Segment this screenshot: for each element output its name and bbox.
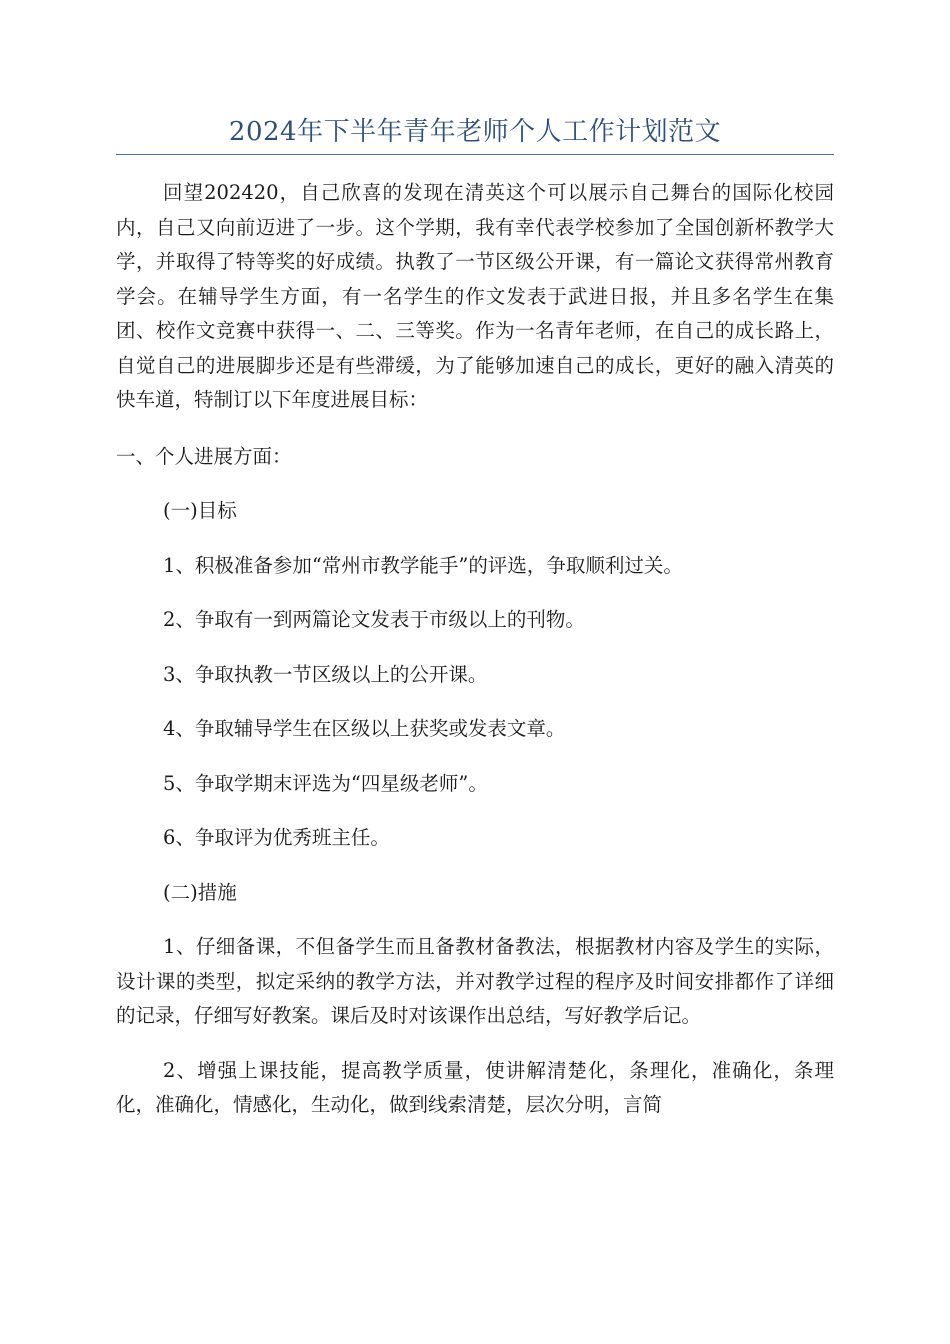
- document-body: [116, 176, 834, 1123]
- intro-paragraph: 回望202420，自己欣喜的发现在清英这个可以展示自己舞台的国际化校园内，自己又向前迈进了一步。这个学期，我有幸代表学校参加了全国创新杯教学大学，并取得了特等奖的好成绩。执教了一节区级公开课，有一篇论文获得常州教育学会。在辅导学生方面，有一名学生的作文发表于武进日报，并且多名学生在集团、校作文竞赛中获得一、二、三等奖。作为一名青年老师，在自己的成长路上，自觉自己的进展脚步还是有些滞缓，为了能够加速自己的成长，更好的融入清英的快车道，特制订以下年度进展目标：: [116, 181, 834, 411]
- measure-item: 2、增强上课技能，提高教学质量，使讲解清楚化，条理化，准确化，条理化，准确化，情感化，生动化，做到线索清楚，层次分明，言简: [116, 1058, 834, 1116]
- goal-item: 4、争取辅导学生在区级以上获奖或发表文章。: [163, 717, 566, 740]
- subsection-heading-goals: (一)目标: [163, 499, 237, 522]
- document-title: 2024年下半年青年老师个人工作计划范文: [228, 117, 722, 147]
- measure-item: 1、仔细备课，不但备学生而且备教材备教法，根据教材内容及学生的实际，设计课的类型，拟定采纳的教学方法，并对教学过程的程序及时间安排都作了详细的记录，仔细写好教案。课后及时对该课作出总结，写好教学后记。: [116, 935, 834, 1027]
- goal-item: 2、争取有一到两篇论文发表于市级以上的刊物。: [163, 608, 585, 631]
- goal-item: 1、积极准备参加“常州市教学能手”的评选，争取顺利过关。: [163, 553, 683, 577]
- section-heading: 一、个人进展方面：: [116, 444, 292, 468]
- goal-item: 6、争取评为优秀班主任。: [163, 826, 390, 849]
- subsection-heading-measures: (二)措施: [163, 880, 237, 904]
- goal-item: 3、争取执教一节区级以上的公开课。: [163, 662, 488, 686]
- title-underline: [116, 154, 834, 155]
- goal-item: 5、争取学期末评选为“四星级老师”。: [163, 771, 488, 795]
